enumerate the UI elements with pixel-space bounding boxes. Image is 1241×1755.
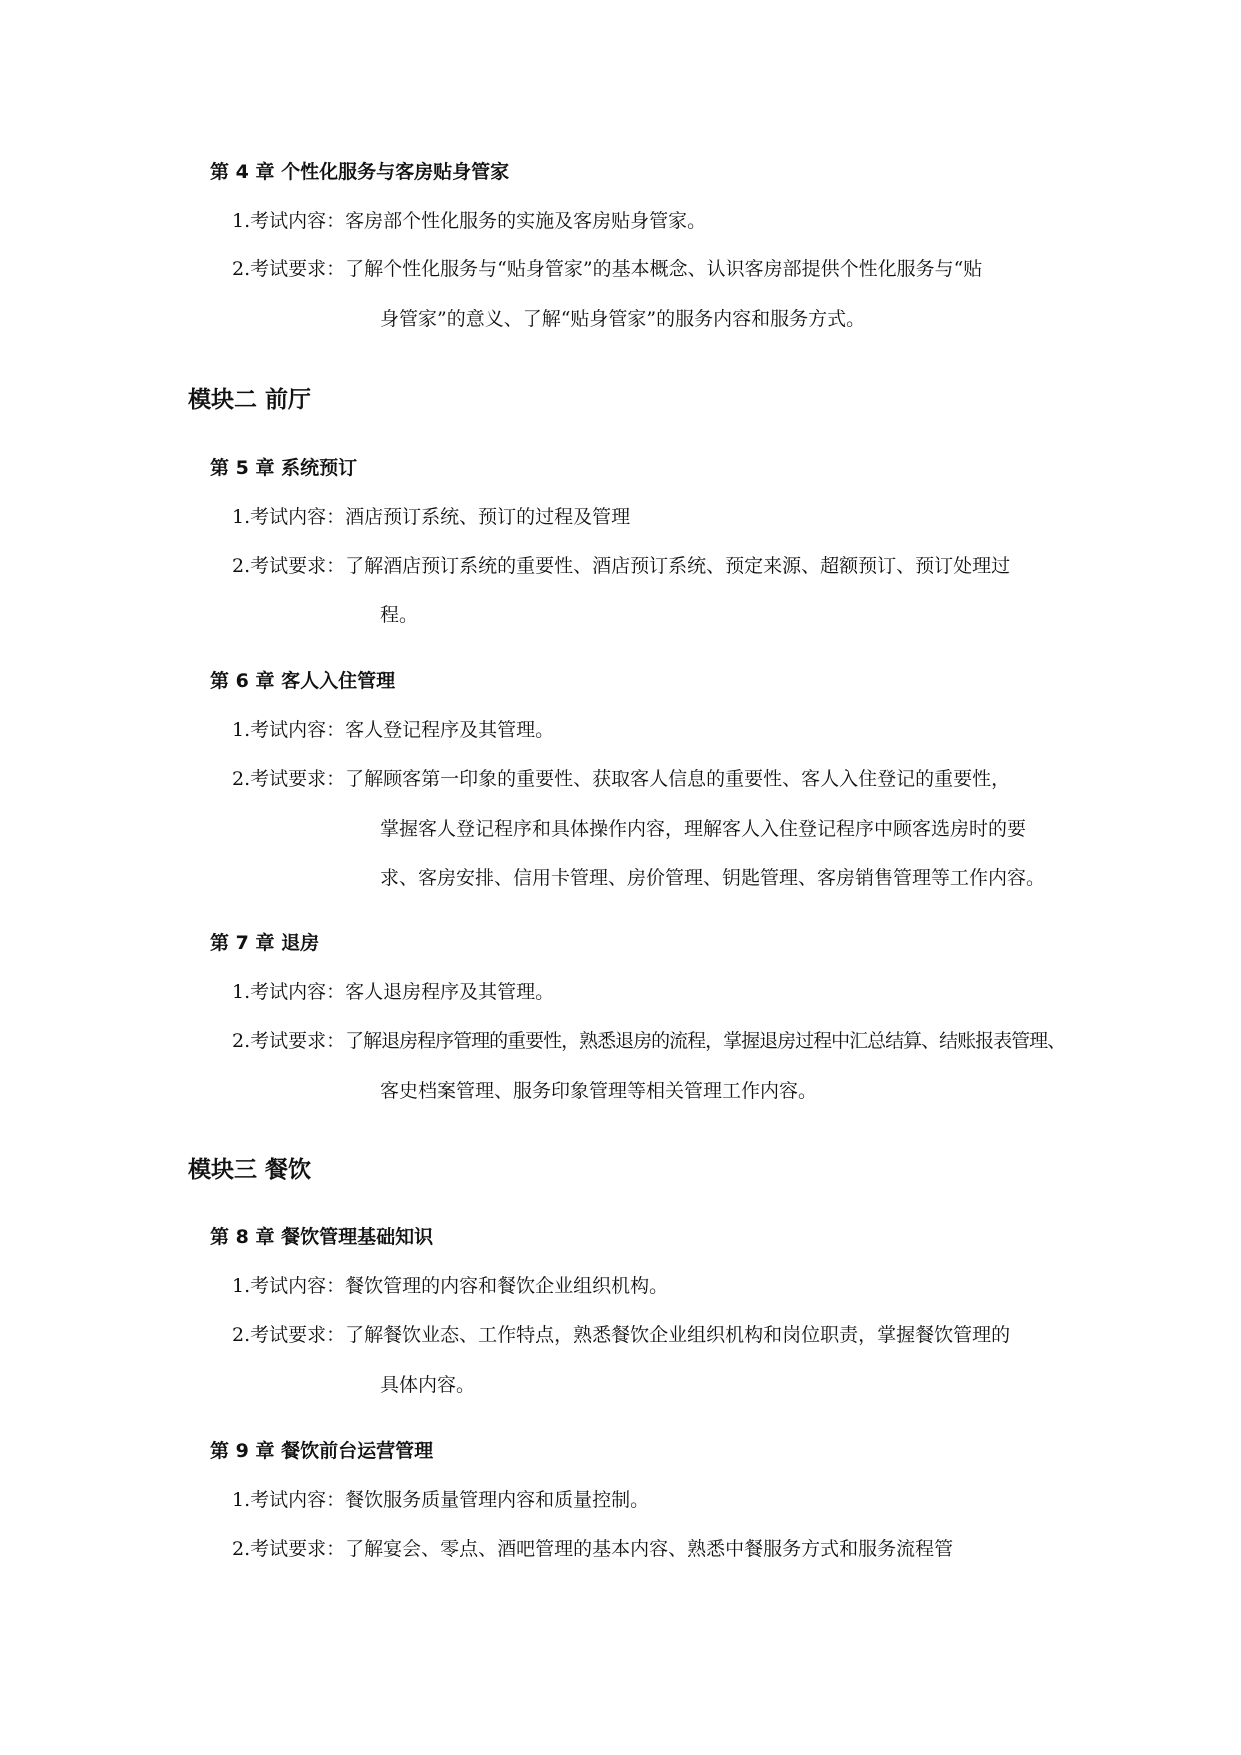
- module-2-title: 模块二 前厅: [188, 387, 312, 413]
- requirement-label: 2.考试要求：: [232, 768, 346, 790]
- requirement-label: 2.考试要求：: [232, 555, 346, 577]
- requirement-label: 2.考试要求：: [232, 1538, 346, 1560]
- chapter-7-title: 第 7 章 退房: [210, 932, 320, 954]
- content-text: 客房部个性化服务的实施及客房贴身管家。: [345, 210, 707, 232]
- module-3-title: 模块三 餐饮: [188, 1157, 312, 1183]
- requirement-line-1: 了解酒店预订系统的重要性、酒店预订系统、预定来源、超额预订、预订处理过: [345, 555, 1011, 577]
- chapter-8-content-item: [232, 1277, 668, 1296]
- content-text: 酒店预订系统、预订的过程及管理: [345, 506, 631, 528]
- chapter-7-requirement-line-2: 客史档案管理、服务印象管理等相关管理工作内容。: [380, 1080, 818, 1102]
- requirement-line-1: 了解餐饮业态、工作特点，熟悉餐饮企业组织机构和岗位职责，掌握餐饮管理的: [345, 1324, 1011, 1346]
- requirement-label: 2.考试要求：: [232, 1030, 346, 1052]
- content-label: 1.考试内容：: [232, 1275, 346, 1297]
- chapter-8-title: 第 8 章 餐饮管理基础知识: [210, 1226, 434, 1248]
- chapter-5-content-item: [232, 508, 630, 527]
- chapter-5-requirement-item: [232, 557, 1010, 576]
- chapter-6-title: 第 6 章 客人入住管理: [210, 670, 396, 692]
- content-text: 餐饮管理的内容和餐饮企业组织机构。: [345, 1275, 669, 1297]
- chapter-9-title: 第 9 章 餐饮前台运营管理: [210, 1440, 434, 1462]
- chapter-4-requirement-line-2: 身管家”的意义、了解“贴身管家”的服务内容和服务方式。: [380, 308, 866, 330]
- chapter-9-requirement-item: [232, 1540, 953, 1559]
- chapter-7-content-item: [232, 983, 554, 1002]
- content-text: 餐饮服务质量管理内容和质量控制。: [345, 1489, 650, 1511]
- content-label: 1.考试内容：: [232, 719, 346, 741]
- content-label: 1.考试内容：: [232, 210, 346, 232]
- requirement-line-1: 了解个性化服务与“贴身管家”的基本概念、认识客房部提供个性化服务与“贴: [345, 258, 983, 280]
- requirement-line-1: 了解退房程序管理的重要性，熟悉退房的流程，掌握退房过程中汇总结算、结账报表管理、: [345, 1030, 1066, 1052]
- chapter-7-requirement-item: [232, 1032, 1065, 1051]
- content-label: 1.考试内容：: [232, 506, 346, 528]
- chapter-4-title: 第 4 章 个性化服务与客房贴身管家: [210, 161, 510, 183]
- requirement-label: 2.考试要求：: [232, 1324, 346, 1346]
- chapter-8-requirement-item: [232, 1326, 1010, 1345]
- chapter-4-content-item: [232, 212, 706, 231]
- content-label: 1.考试内容：: [232, 1489, 346, 1511]
- requirement-label: 2.考试要求：: [232, 258, 346, 280]
- chapter-4-requirement-item: [232, 260, 982, 279]
- chapter-5-title: 第 5 章 系统预订: [210, 457, 358, 479]
- chapter-6-requirement-item: [232, 770, 1010, 789]
- chapter-6-requirement-line-3: 求、客房安排、信用卡管理、房价管理、钥匙管理、客房销售管理等工作内容。: [380, 867, 1046, 889]
- chapter-6-requirement-line-2: 掌握客人登记程序和具体操作内容，理解客人入住登记程序中顾客选房时的要: [380, 818, 1027, 840]
- content-label: 1.考试内容：: [232, 981, 346, 1003]
- chapter-9-content-item: [232, 1491, 649, 1510]
- chapter-8-requirement-line-2: 具体内容。: [380, 1374, 476, 1396]
- chapter-6-content-item: [232, 721, 554, 740]
- requirement-line-1: 了解顾客第一印象的重要性、获取客人信息的重要性、客人入住登记的重要性，: [345, 768, 1011, 790]
- content-text: 客人退房程序及其管理。: [345, 981, 555, 1003]
- chapter-5-requirement-line-2: 程。: [380, 604, 419, 626]
- requirement-line-1: 了解宴会、零点、酒吧管理的基本内容、熟悉中餐服务方式和服务流程管: [345, 1538, 954, 1560]
- content-text: 客人登记程序及其管理。: [345, 719, 555, 741]
